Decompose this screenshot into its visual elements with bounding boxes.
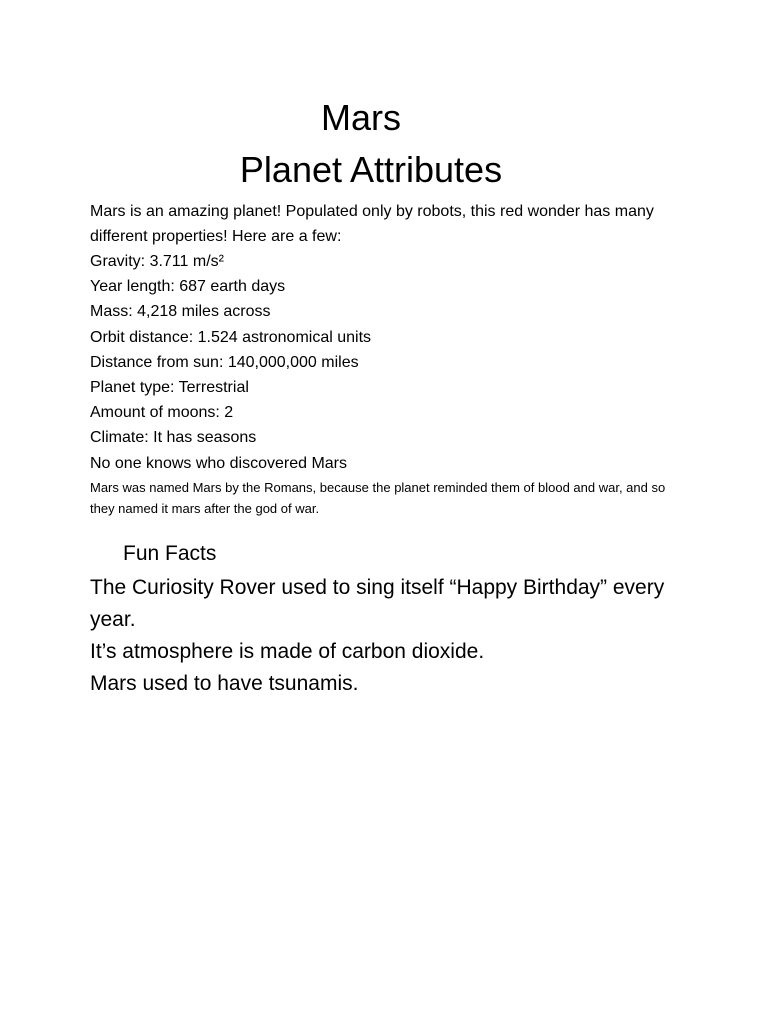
- fun-facts-list: [90, 572, 690, 700]
- attribute-mass: Mass: 4,218 miles across: [90, 303, 271, 321]
- attribute-climate: Climate: It has seasons: [90, 429, 257, 447]
- attribute-planet-type: Planet type: Terrestrial: [90, 379, 249, 397]
- fun-facts-heading: Fun Facts: [123, 542, 217, 565]
- attribute-distance-from-sun: Distance from sun: 140,000,000 miles: [90, 353, 359, 371]
- attribute-year-length: Year length: 687 earth days: [90, 278, 286, 296]
- page-title: Mars: [321, 97, 401, 138]
- attribute-gravity: Gravity: 3.711 m/s²: [90, 253, 224, 270]
- fun-fact-item: It’s atmosphere is made of carbon dioxide.: [90, 640, 485, 663]
- attribute-discovery: No one knows who discovered Mars: [90, 454, 348, 472]
- fun-fact-item: The Curiosity Rover used to sing itself “Happy Birthday” every year.: [90, 576, 665, 631]
- attribute-orbit-distance: Orbit distance: 1.524 astronomical units: [90, 328, 372, 346]
- attribute-list: [90, 249, 690, 476]
- naming-note: Mars was named Mars by the Romans, because the planet reminded them of blood and war, and so they named it mars after the god of war.: [90, 480, 666, 516]
- page-subtitle: Planet Attributes: [239, 149, 503, 190]
- intro-paragraph: Mars is an amazing planet! Populated only by robots, this red wonder has many different properties! Here are a few:: [90, 203, 654, 245]
- fun-fact-item: Mars used to have tsunamis.: [90, 672, 359, 695]
- attribute-moons: Amount of moons: 2: [90, 404, 234, 422]
